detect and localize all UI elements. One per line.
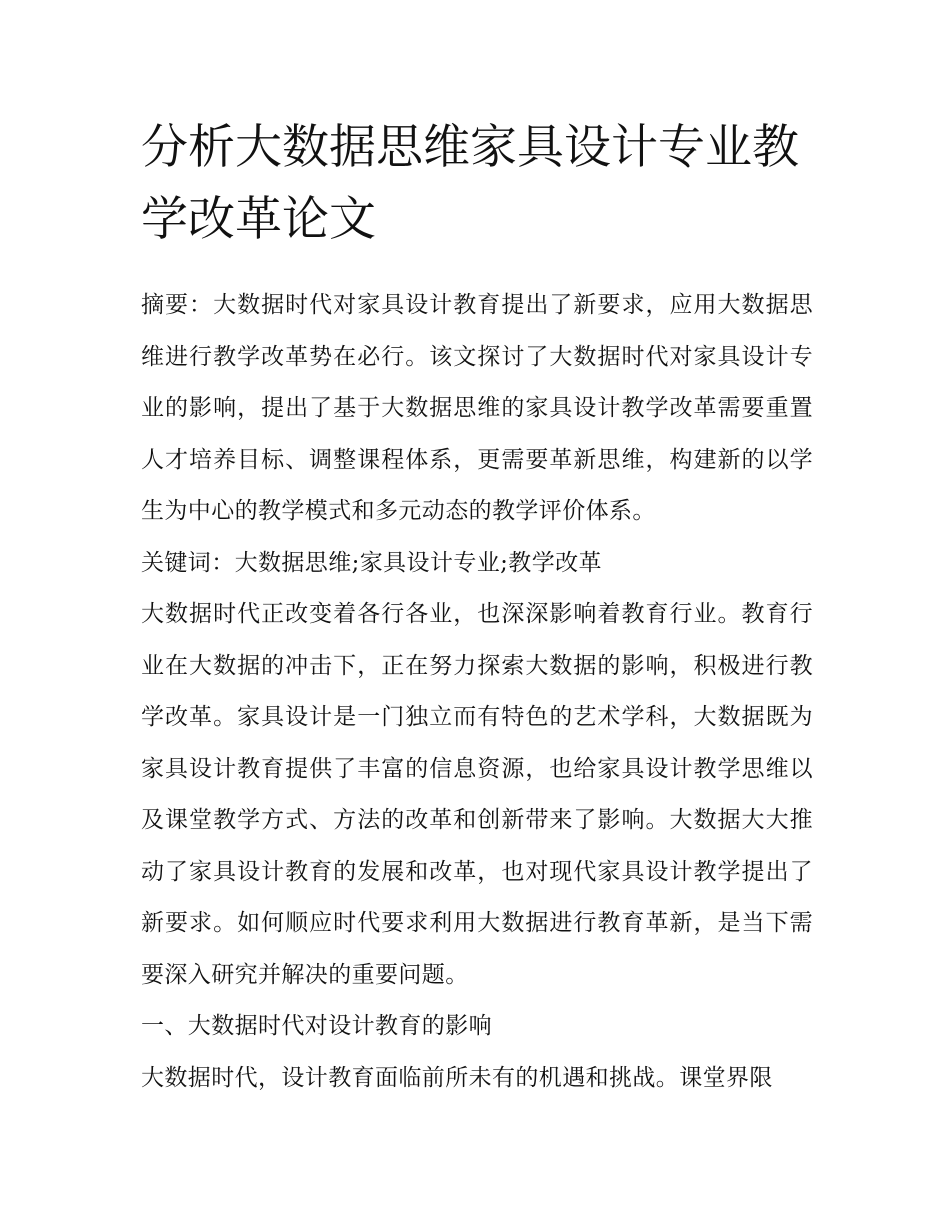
document-body (141, 112, 813, 1104)
section-heading: 一、大数据时代对设计教育的影响 (141, 1013, 492, 1039)
document-title: 分析大数据思维家具设计专业教学改革论文 (141, 120, 799, 247)
keywords-line: 关键词：大数据思维;家具设计专业;教学改革 (141, 549, 602, 576)
abstract-paragraph: 摘要：大数据时代对家具设计教育提出了新要求，应用大数据思维进行教学改革势在必行。该文探讨了大数据时代对家具设计专业的影响，提出了基于大数据思维的家具设计教学改革需要重置人才培养目标、调整课程体系，更需要革新思维，构建新的以学生为中心的教学模式和多元动态的教学评价体系。 (141, 292, 813, 524)
section-paragraph: 大数据时代，设计教育面临前所未有的机遇和挑战。课堂界限 (141, 1064, 773, 1091)
intro-paragraph: 大数据时代正改变着各行各业，也深深影响着教育行业。教育行业在大数据的冲击下，正在努力探索大数据的影响，积极进行教学改革。家具设计是一门独立而有特色的艺术学科，大数据既为家具设计教育提供了丰富的信息资源，也给家具设计教学思维以及课堂教学方式、方法的改革和创新带来了影响。大数据大大推动了家具设计教育的发展和改革，也对现代家具设计教学提出了新要求。如何顺应时代要求利用大数据进行教育革新，是当下需要深入研究并解决的重要问题。 (141, 601, 813, 988)
